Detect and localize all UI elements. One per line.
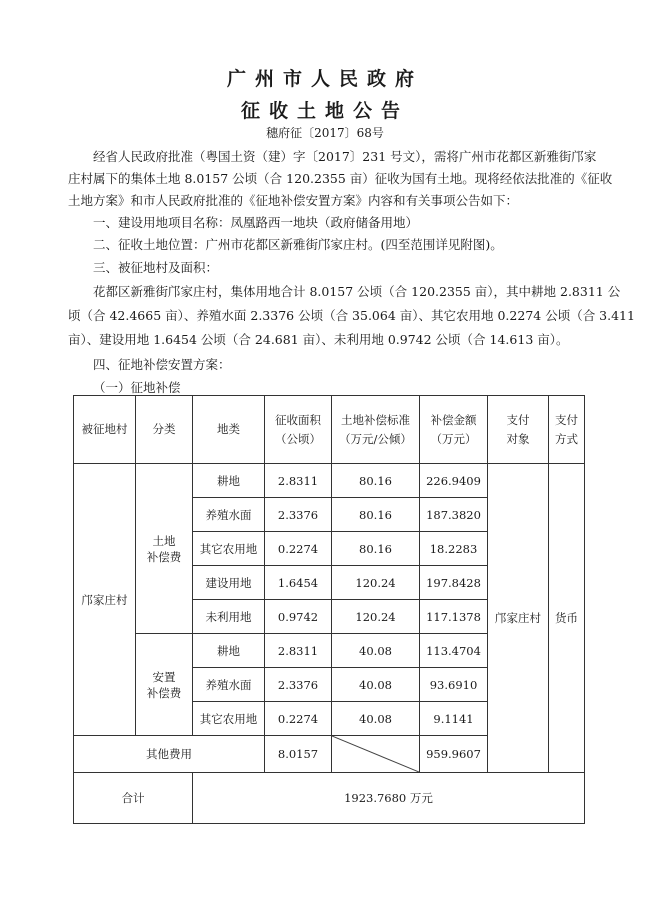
standard-cell: 120.24 [332,600,420,634]
standard-cell: 80.16 [332,532,420,566]
header-standard-l2: （万元/公倾） [339,431,412,446]
area-line: 顷（合 42.4665 亩）、养殖水面 2.3376 公顷（合 35.064 亩）、其它农用地 0.2274 公顷（合 3.411 [68,308,635,323]
amount-cell: 93.6910 [420,668,488,702]
category-l1: 土地 [152,533,176,548]
standard-cell: 80.16 [332,498,420,532]
compensation-table [73,395,585,824]
header-payee-l1: 支付 [506,412,530,427]
header-method [549,396,585,464]
total-label: 合计 [74,773,193,824]
area-line: 亩）、建设用地 1.6454 公顷（合 24.681 亩）、未利用地 0.9742 公顷（合 14.613 亩）。 [68,332,569,347]
land-type-cell: 养殖水面 [193,498,265,532]
subsection-compensation: （一）征地补偿 [93,380,181,395]
area-cell: 1.6454 [265,566,332,600]
area-cell: 2.3376 [265,498,332,532]
area-cell: 0.2274 [265,532,332,566]
other-fees-label: 其他费用 [74,736,265,773]
amount-cell: 187.3820 [420,498,488,532]
header-area-l1: 征收面积 [275,412,321,427]
intro-line: 土地方案》和市人民政府批准的《征地补偿安置方案》内容和有关事项公告如下： [68,193,519,208]
amount-cell: 18.2283 [420,532,488,566]
method-cell: 货币 [549,464,585,773]
intro-line: 经省人民政府批准（粤国土资（建）字〔2017〕231 号文），需将广州市花都区新雅街邝家 [93,149,597,164]
amount-cell: 197.8428 [420,566,488,600]
area-cell: 2.3376 [265,668,332,702]
diagonal-empty-cell [332,736,420,773]
amount-cell: 9.1141 [420,702,488,736]
category-cell [136,634,193,736]
item-project-name: 一、建设用地项目名称：凤凰路西一地块（政府储备用地） [93,215,419,230]
issuer-title: 广州市人民政府 [226,68,423,90]
standard-cell: 40.08 [332,702,420,736]
amount-cell: 226.9409 [420,464,488,498]
category-cell [136,464,193,634]
land-type-cell: 未利用地 [193,600,265,634]
land-type-cell: 耕地 [193,464,265,498]
land-type-cell: 养殖水面 [193,668,265,702]
land-type-cell: 耕地 [193,634,265,668]
category-l1: 安置 [152,669,176,684]
standard-cell: 120.24 [332,566,420,600]
header-village: 被征地村 [74,396,136,464]
village-cell: 邝家庄村 [74,464,136,736]
header-area-l2: （公顷） [275,431,321,446]
document-number: 穗府征〔2017〕68号 [266,126,384,140]
header-area [265,396,332,464]
area-cell: 2.8311 [265,634,332,668]
standard-cell: 40.08 [332,668,420,702]
area-cell: 0.2274 [265,702,332,736]
item-village-area: 三、被征地村及面积： [93,260,219,275]
header-amount-l1: 补偿金额 [430,412,477,427]
header-payee-l2: 对象 [506,431,530,446]
header-standard [332,396,420,464]
header-amount [420,396,488,464]
other-fees-amount: 959.9607 [420,736,488,773]
table-header-row [74,396,585,464]
area-cell: 0.9742 [265,600,332,634]
payee-cell: 邝家庄村 [488,464,549,773]
category-l2: 补偿费 [146,549,182,564]
header-payee [488,396,549,464]
diagonal-line [332,736,419,772]
land-type-cell: 其它农用地 [193,532,265,566]
item-compensation-plan: 四、征地补偿安置方案： [93,357,231,372]
total-row [74,773,585,824]
standard-cell: 40.08 [332,634,420,668]
header-method-l1: 支付 [555,412,578,427]
area-line: 花都区新雅街邝家庄村，集体用地合计 8.0157 公顷（合 120.2355 亩），其中耕地 2.8311 公 [93,284,621,299]
area-cell: 2.8311 [265,464,332,498]
intro-line: 庄村属下的集体土地 8.0157 公顷（合 120.2355 亩）征收为国有土地。现将经依法批准的《征收 [68,171,613,186]
item-location: 二、征收土地位置：广州市花都区新雅街邝家庄村。(四至范围详见附图)。 [93,237,503,252]
header-amount-l2: （万元） [430,431,477,446]
table-row [74,464,585,498]
amount-cell: 113.4704 [420,634,488,668]
land-type-cell: 建设用地 [193,566,265,600]
header-method-l2: 方式 [555,431,578,446]
header-land-type: 地类 [193,396,265,464]
category-l2: 补偿费 [146,685,182,700]
notice-title: 征收土地公告 [240,100,409,122]
header-category: 分类 [136,396,193,464]
amount-cell: 117.1378 [420,600,488,634]
header-standard-l1: 土地补偿标准 [341,412,410,427]
standard-cell: 80.16 [332,464,420,498]
total-value: 1923.7680 万元 [193,773,585,824]
land-type-cell: 其它农用地 [193,702,265,736]
other-fees-area: 8.0157 [265,736,332,773]
